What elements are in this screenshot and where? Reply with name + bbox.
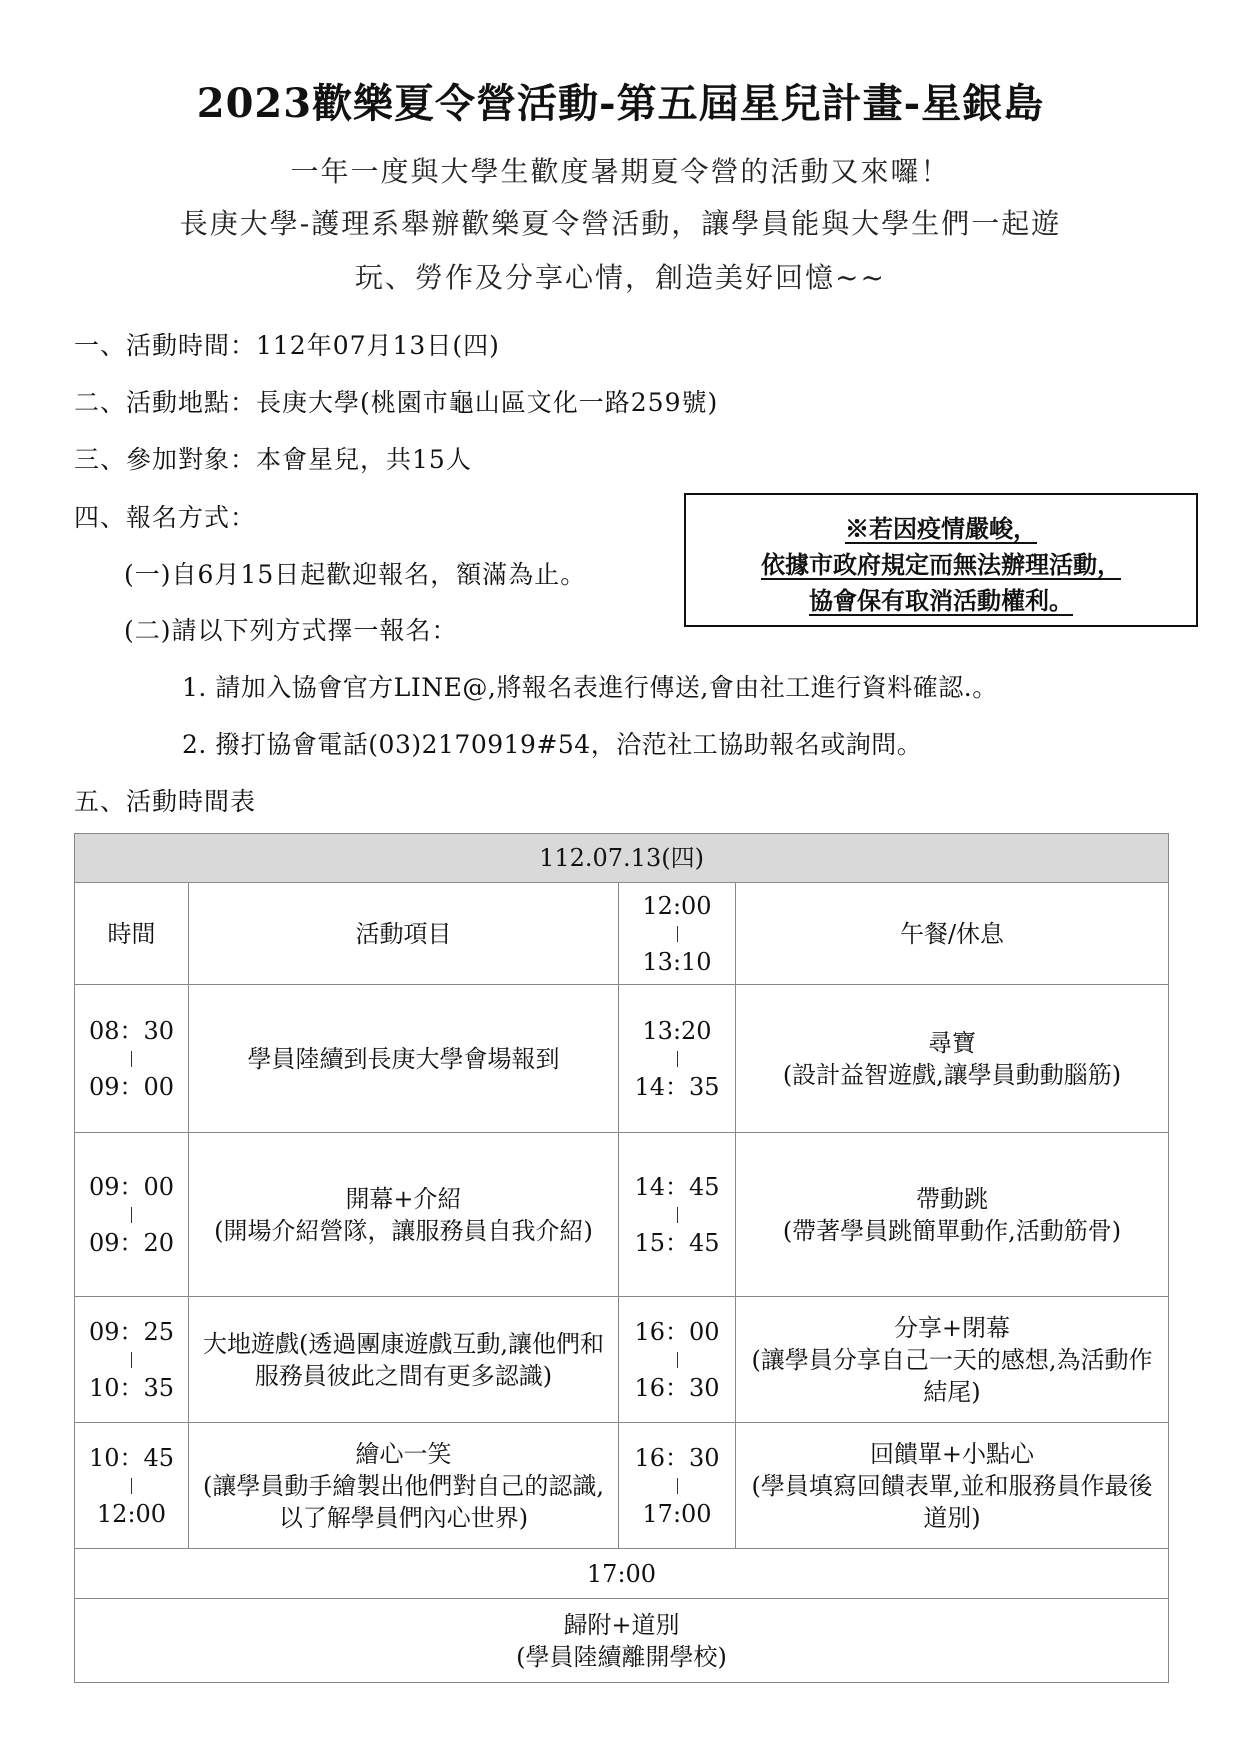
activity-desc: (帶著學員跳簡單動作,活動筋骨) — [782, 1216, 1122, 1245]
time-end: 10：35 — [88, 1373, 175, 1402]
activity-title: 開幕+介紹 — [345, 1184, 462, 1213]
time-start: 14：45 — [634, 1172, 720, 1201]
table-row — [75, 985, 1169, 1133]
signup-rule-2: (二)請以下列方式擇一報名： — [124, 616, 458, 645]
item-activity-time: 一、活動時間：112年07月13日(四) — [74, 331, 500, 360]
time-cell — [75, 1423, 189, 1549]
closing-desc: (學員陸續離開學校) — [516, 1642, 727, 1671]
header-activity: 活動項目 — [189, 883, 619, 985]
lunch-start: 12:00 — [642, 891, 712, 920]
time-cell — [619, 1297, 736, 1423]
time-start: 09：00 — [88, 1172, 175, 1201]
activity-title: 分享+閉幕 — [893, 1313, 1011, 1342]
activity-cell — [736, 1297, 1169, 1423]
activity-cell — [736, 1133, 1169, 1297]
time-start: 16：00 — [634, 1317, 720, 1346]
time-end: 14：35 — [634, 1072, 720, 1101]
time-end: 09：00 — [88, 1072, 175, 1101]
intro-line-1: 一年一度與大學生歡度暑期夏令營的活動又來囉！ — [290, 155, 951, 188]
notice-line-3: 協會保有取消活動權利。 — [809, 586, 1073, 615]
activity-desc: (學員填寫回饋表單,並和服務員作最後道別) — [751, 1471, 1153, 1532]
activity-title: 回饋單+小點心 — [869, 1439, 1035, 1468]
time-cell — [75, 1133, 189, 1297]
activity-title: 大地遊戲(透過團康遊戲互動,讓他們和服務員彼此之間有更多認識) — [203, 1329, 604, 1390]
activity-cell — [189, 1297, 619, 1423]
time-end: 09：20 — [88, 1228, 175, 1257]
time-end: 17:00 — [642, 1499, 712, 1528]
lunch-label: 午餐/休息 — [736, 883, 1169, 985]
schedule-date: 112.07.13(四) — [75, 834, 1169, 883]
item-schedule: 五、活動時間表 — [74, 787, 257, 816]
time-start: 09：25 — [88, 1317, 175, 1346]
header-time: 時間 — [75, 883, 189, 985]
signup-rule-1: (一)自6月15日起歡迎報名，額滿為止。 — [124, 560, 587, 589]
table-row — [75, 1423, 1169, 1549]
table-row-end-time — [75, 1549, 1169, 1599]
table-row-date — [75, 834, 1169, 883]
signup-method-2: 2. 撥打協會電話(03)2170919#54，洽范社工協助報名或詢問。 — [182, 730, 923, 759]
time-start: 08：30 — [88, 1016, 175, 1045]
time-cell — [619, 1423, 736, 1549]
signup-method-1: 1. 請加入協會官方LINE@,將報名表進行傳送,會由社工進行資料確認.。 — [182, 673, 998, 702]
time-cell — [619, 1133, 736, 1297]
schedule-table — [74, 833, 1169, 1683]
activity-desc: (開場介紹營隊，讓服務員自我介紹) — [214, 1216, 593, 1245]
lunch-time — [619, 883, 736, 985]
time-cell — [619, 985, 736, 1133]
time-start: 13:20 — [642, 1016, 712, 1045]
time-cell — [75, 1297, 189, 1423]
table-row — [75, 1297, 1169, 1423]
table-row-header — [75, 883, 1169, 985]
activity-cell — [736, 1423, 1169, 1549]
activity-cell — [189, 1423, 619, 1549]
item-activity-place: 二、活動地點：長庚大學(桃園市龜山區文化一路259號) — [74, 388, 719, 417]
table-row — [75, 1133, 1169, 1297]
activity-title: 尋寶 — [928, 1028, 976, 1057]
time-end: 15：45 — [634, 1228, 720, 1257]
time-start: 16：30 — [634, 1443, 720, 1472]
activity-cell — [189, 985, 619, 1133]
end-time: 17:00 — [75, 1549, 1169, 1599]
activity-cell — [736, 985, 1169, 1133]
activity-desc: (設計益智遊戲,讓學員動動腦筋) — [782, 1060, 1122, 1089]
item-participants: 三、參加對象：本會星兒，共15人 — [74, 445, 472, 474]
activity-title: 學員陸續到長庚大學會場報到 — [247, 1044, 560, 1073]
time-end: 16：30 — [634, 1373, 720, 1402]
notice-box — [684, 493, 1198, 627]
intro-line-3: 玩、勞作及分享心情，創造美好回憶~~ — [355, 261, 886, 294]
activity-title: 帶動跳 — [916, 1184, 988, 1213]
time-end: 12:00 — [96, 1499, 167, 1528]
closing-title: 歸附+道別 — [563, 1610, 680, 1639]
table-row-closing — [75, 1599, 1169, 1683]
time-cell — [75, 985, 189, 1133]
notice-line-2: 依據市政府規定而無法辦理活動， — [761, 550, 1121, 579]
time-start: 10：45 — [88, 1443, 175, 1472]
activity-title: 繪心一笑 — [355, 1439, 452, 1468]
activity-desc: (讓學員動手繪製出他們對自己的認識,以了解學員們內心世界) — [203, 1471, 604, 1532]
lunch-end: 13:10 — [642, 947, 712, 976]
intro-line-2: 長庚大學-護理系舉辦歡樂夏令營活動，讓學員能與大學生們一起遊 — [179, 207, 1062, 240]
closing-cell — [75, 1599, 1169, 1683]
activity-desc: (讓學員分享自己一天的感想,為活動作結尾) — [751, 1345, 1153, 1406]
document-title: 2023歡樂夏令營活動-第五屆星兒計畫-星銀島 — [196, 80, 1045, 127]
item-signup: 四、報名方式： — [74, 503, 257, 532]
activity-cell — [189, 1133, 619, 1297]
notice-line-1: ※若因疫情嚴峻， — [845, 514, 1037, 543]
